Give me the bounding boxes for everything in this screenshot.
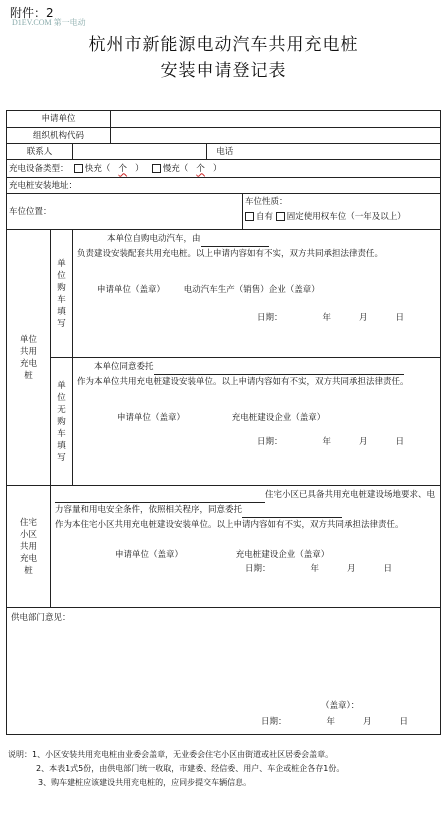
unit-section-label: 单位共用充电桩 (7, 230, 51, 486)
install-address-row[interactable] (7, 178, 441, 194)
notes (8, 748, 440, 790)
residential-block (51, 486, 441, 608)
parking-nature-cell (243, 194, 441, 230)
fast-count-unit: 个 (118, 163, 128, 174)
contact-field[interactable] (73, 144, 207, 160)
org-code-label: 组织机构代码 (7, 128, 111, 144)
power-dept-date: 日期： 年 月 日 (261, 717, 409, 727)
residential-section-label: 住宅小区共用充电桩 (7, 486, 51, 608)
applicant-unit-label: 申请单位 (7, 111, 111, 128)
has-car-maker-blank[interactable] (201, 237, 269, 247)
parking-pos-cell[interactable] (7, 194, 243, 230)
org-code-field[interactable] (111, 128, 441, 144)
fast-checkbox[interactable] (74, 164, 83, 173)
own-label: 自有 (256, 212, 274, 222)
slow-label: 慢充（ (162, 163, 189, 174)
watermark: D1EV.COM 第一电动 (12, 18, 86, 27)
no-car-date: 日期： 年 月 日 (257, 437, 405, 447)
residential-sig-applicant: 申请单位（盖章） (115, 550, 184, 560)
residential-text2: 作为本住宅小区共用充电桩建设安装单位。以上申请内容如有不实，双方共同承担法律责任。 (55, 520, 404, 530)
residential-builder-blank[interactable] (242, 508, 342, 518)
parking-pos-label: 车位位置： (9, 206, 52, 217)
equip-type-label: 充电设备类型： (9, 163, 69, 174)
residential-sig-builder: 充电桩建设企业（盖章） (235, 550, 330, 560)
parking-nature-label: 车位性质： (245, 197, 288, 207)
has-car-sig-applicant: 申请单位（盖章） (97, 285, 166, 295)
note-3: 3、购车建桩应该建设共用充电桩的，应同步提交车辆信息。 (38, 778, 252, 787)
no-car-builder-blank[interactable] (154, 365, 404, 375)
residential-signature-row (115, 549, 436, 561)
application-form (6, 110, 441, 735)
fast-close: ） (135, 163, 144, 174)
has-car-text2: 负责建设安装配套共用充电桩。以上申请内容如有不实，双方共同承担法律责任。 (77, 249, 384, 259)
fast-label: 快充（ (84, 163, 111, 174)
has-car-text1: 本单位自购电动汽车，由 (107, 232, 436, 247)
no-car-sig-applicant: 申请单位（盖章） (117, 413, 186, 423)
has-car-sig-maker: 电动汽车生产（销售）企业（盖章） (183, 285, 320, 295)
page-title-line2: 安装申请登记表 (160, 61, 287, 81)
has-car-signature-row (97, 284, 436, 296)
has-car-block (73, 230, 441, 358)
power-dept-seal: （盖章）： (321, 701, 360, 711)
power-dept-label: 供电部门意见： (11, 613, 71, 623)
no-car-sig-builder: 充电桩建设企业（盖章） (231, 413, 326, 423)
residential-text1: 住宅小区已具备共用充电桩建设场地要求、电力容量和用电安全条件，依照相关程序，同意委托 (55, 488, 436, 518)
note-2: 2、本表1式5份，由供电部门统一收取，市建委、经信委、用户、车企或桩企各存1份。 (36, 764, 345, 773)
install-address-label: 充电桩安装地址： (9, 180, 78, 191)
has-car-date: 日期： 年 月 日 (257, 313, 405, 323)
contact-label: 联系人 (7, 144, 73, 160)
slow-checkbox[interactable] (152, 164, 161, 173)
slow-close: ） (213, 163, 222, 174)
residential-date: 日期： 年 月 日 (245, 564, 393, 574)
applicant-unit-field[interactable] (111, 111, 441, 128)
no-car-block (73, 358, 441, 486)
has-car-label: 单位购车填写 (51, 230, 73, 358)
no-car-signature-row (117, 412, 436, 424)
slow-count-unit: 个 (196, 163, 205, 174)
fixed-label: 固定使用权车位（一年及以上） (286, 212, 406, 222)
phone-label: 电话 (207, 144, 243, 160)
equip-type-row (7, 160, 441, 178)
no-car-text1: 本单位同意委托 (77, 360, 436, 375)
note-1: 说明：1、小区安装共用充电桩由业委会盖章，无业委会住宅小区由街道或社区居委会盖章。 (8, 750, 334, 759)
fixed-checkbox[interactable] (276, 212, 285, 221)
phone-field[interactable] (243, 144, 441, 160)
own-checkbox[interactable] (245, 212, 254, 221)
no-car-label: 单位无购车填写 (51, 358, 73, 486)
power-dept-cell[interactable] (7, 608, 441, 735)
no-car-text2: 作为本单位共用充电桩建设安装单位。以上申请内容如有不实，双方共同承担法律责任。 (77, 377, 409, 387)
page-title-line1: 杭州市新能源电动汽车共用充电桩 (88, 35, 359, 55)
attachment-label: 附件：2 (10, 6, 54, 20)
residential-community-blank[interactable] (55, 493, 265, 503)
